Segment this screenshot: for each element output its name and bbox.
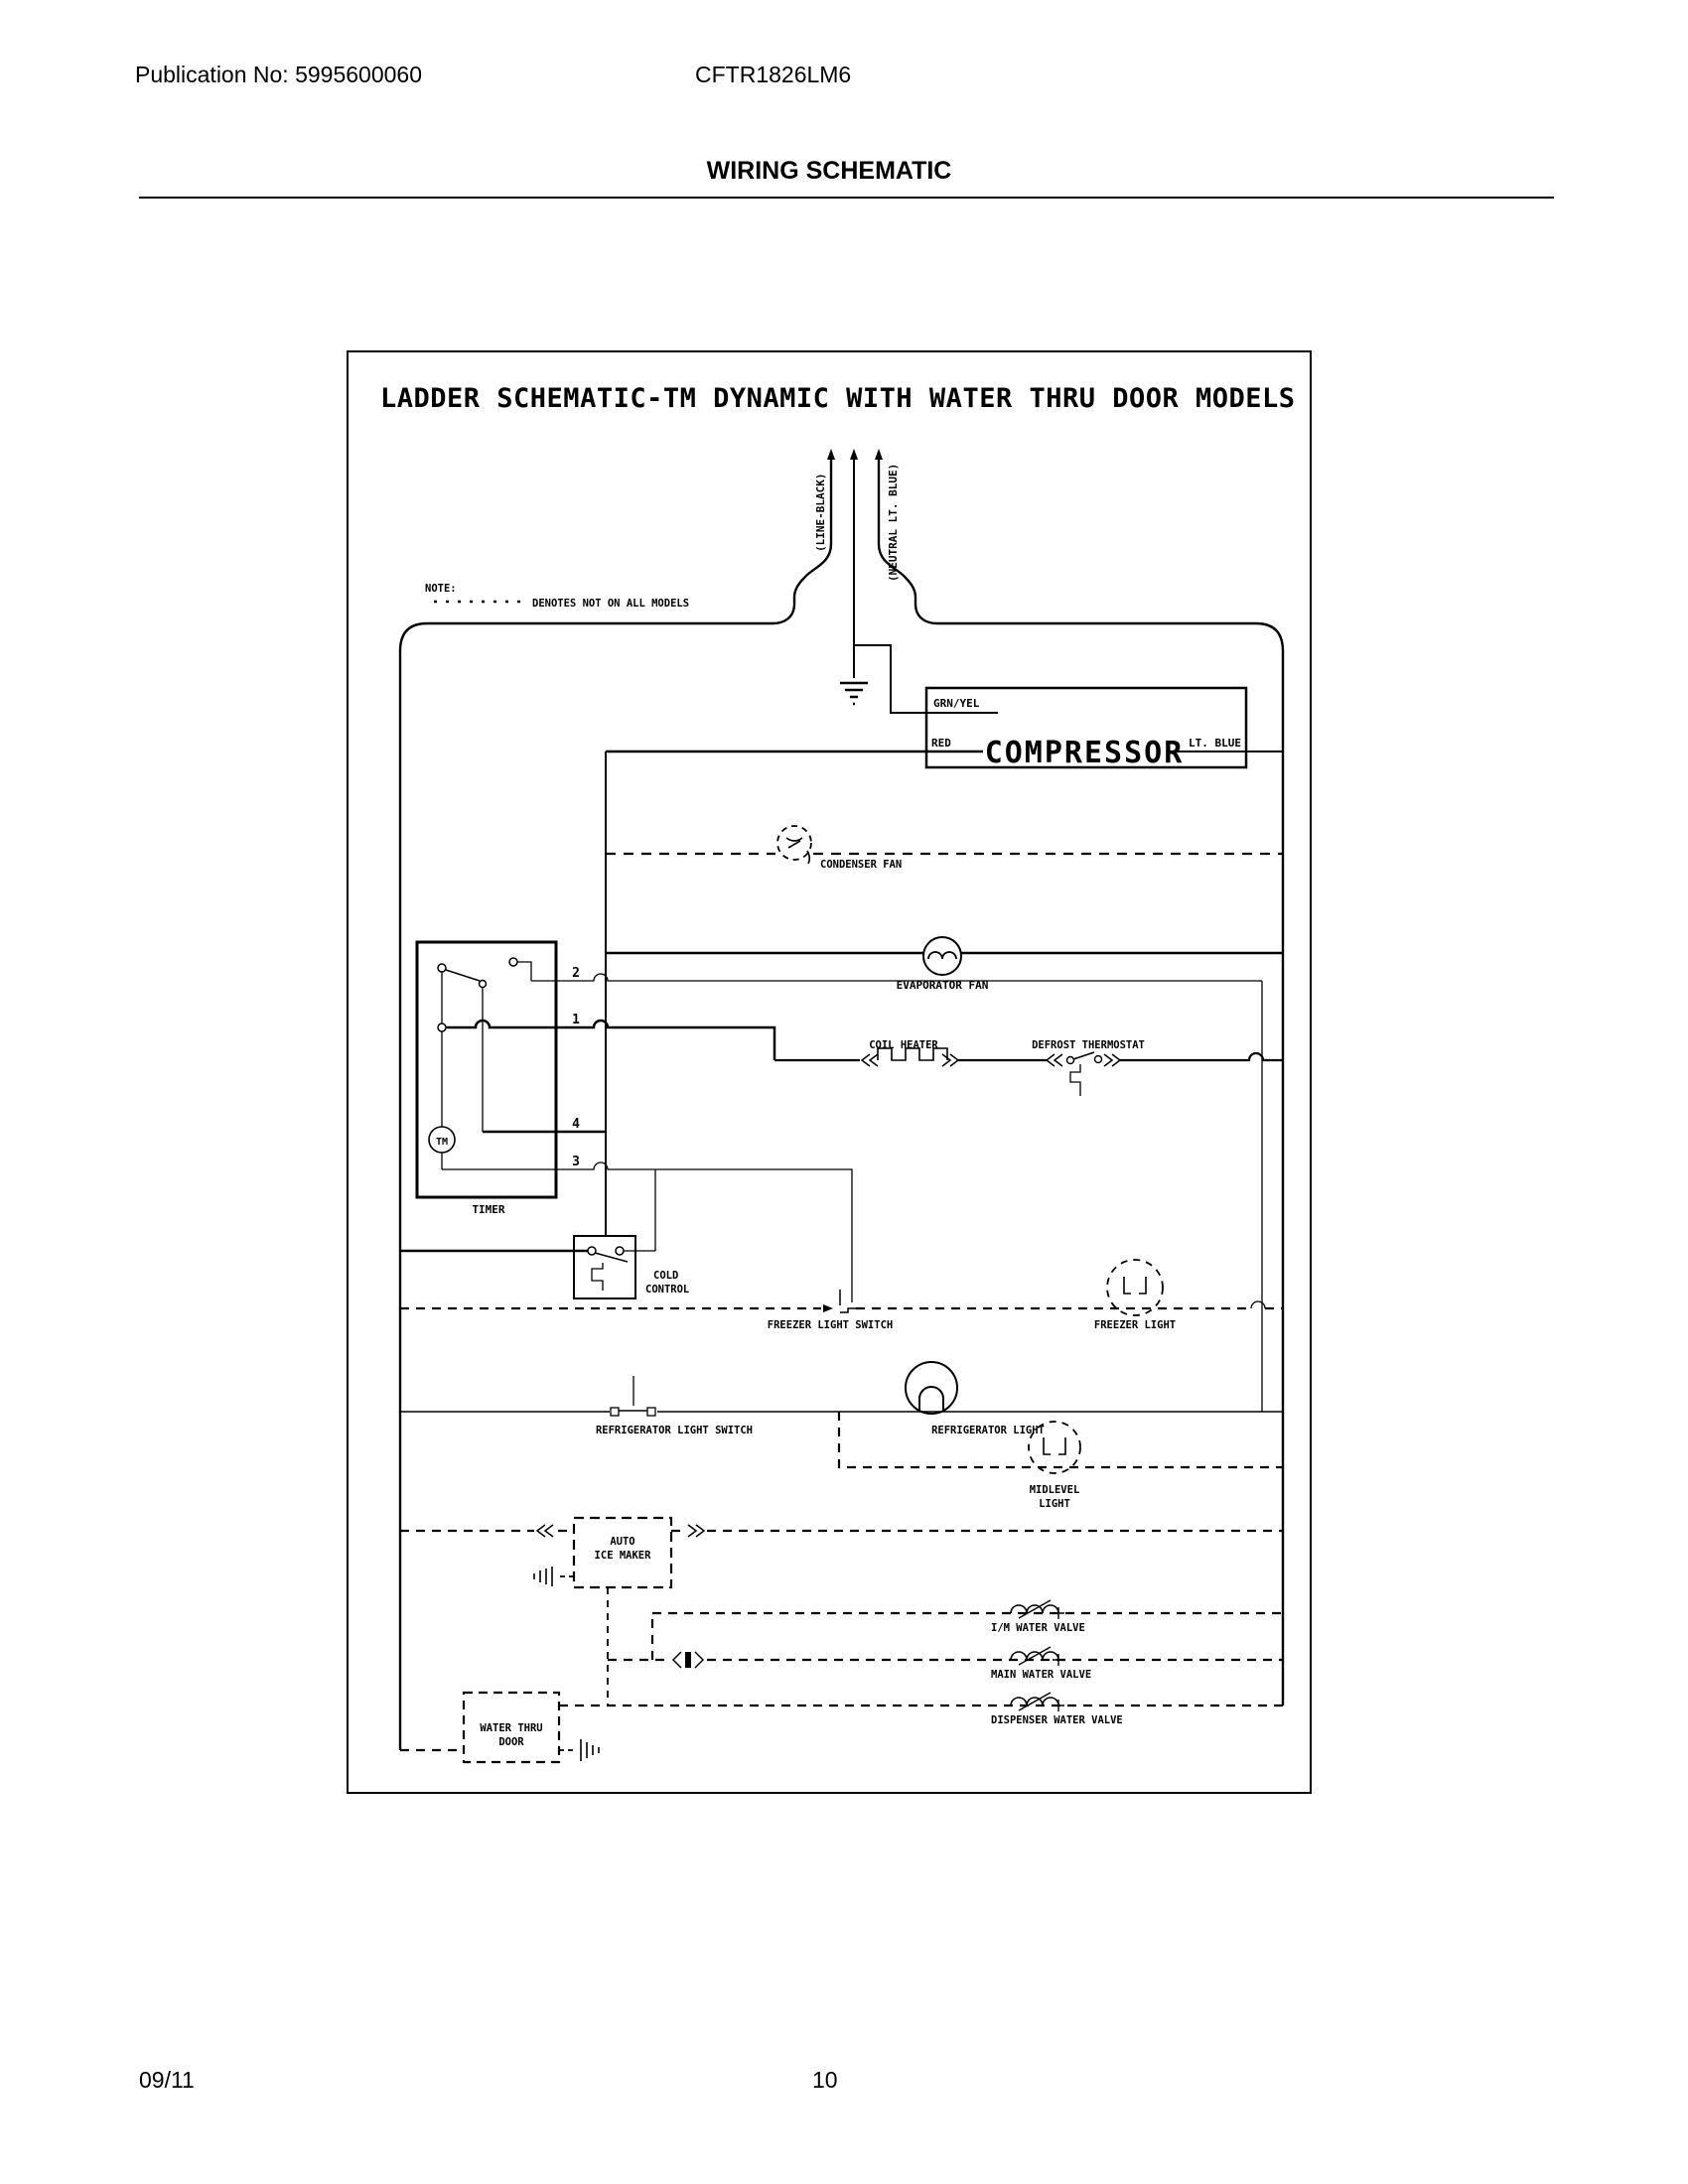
model-number: CFTR1826LM6 <box>695 62 852 87</box>
neutral-label: (NEUTRAL LT. BLUE) <box>887 463 900 582</box>
publication-number: Publication No: 5995600060 <box>135 62 423 87</box>
ice-maker-connector-icon <box>537 1525 553 1537</box>
ice-maker-label-1: AUTO <box>610 1536 635 1548</box>
refrigerator-light-label: REFRIGERATOR LIGHT <box>931 1425 1045 1436</box>
ice-maker-ground-icon <box>534 1567 552 1586</box>
timer-contact <box>509 958 517 966</box>
timer-switch-arm <box>446 970 480 981</box>
diagram-frame <box>348 351 1311 1793</box>
timer-contact <box>438 1024 446 1031</box>
condenser-fan-label: CONDENSER FAN <box>820 859 903 871</box>
ground-symbol-icon <box>840 683 868 704</box>
grn-yel-label: GRN/YEL <box>933 697 980 710</box>
defrost-contact <box>1095 1056 1102 1063</box>
im-water-valve-wire <box>652 1613 1283 1660</box>
main-water-valve-label: MAIN WATER VALVE <box>991 1669 1092 1681</box>
timer-internal-wires <box>442 972 483 1132</box>
defrost-thermostat-label: DEFROST THERMOSTAT <box>1032 1039 1145 1051</box>
ice-maker-label-2: ICE MAKER <box>594 1550 651 1562</box>
page-title: WIRING SCHEMATIC <box>706 157 952 185</box>
note-text: DENOTES NOT ON ALL MODELS <box>532 598 690 610</box>
cold-control-label-1: COLD <box>653 1270 679 1282</box>
ice-maker-connector-icon <box>688 1525 704 1537</box>
freezer-light-circuit <box>400 1260 1283 1331</box>
freezer-light-lamp-glyph <box>1124 1277 1146 1294</box>
midlevel-light-label-2: LIGHT <box>1039 1498 1070 1510</box>
terminal-3-wire <box>442 1153 852 1302</box>
timer-terminal-4: 4 <box>572 1117 580 1132</box>
note-legend <box>425 583 689 610</box>
timer <box>417 942 1262 1412</box>
note-label: NOTE: <box>425 583 457 595</box>
water-valves <box>559 1600 1283 1726</box>
timer-terminal-3: 3 <box>572 1155 580 1169</box>
terminal-2-wire <box>517 962 1262 981</box>
midlevel-light-label-1: MIDLEVEL <box>1029 1484 1080 1496</box>
freezer-light-lamp-icon <box>1107 1260 1163 1315</box>
refrigerator-light-circuit <box>400 1362 1283 1436</box>
midlevel-light-circuit <box>839 1412 1283 1510</box>
refrigerator-light-switch-label: REFRIGERATOR LIGHT SWITCH <box>595 1425 754 1436</box>
coil-heater-label: COIL HEATER <box>869 1039 938 1051</box>
diagram-title: LADDER SCHEMATIC-TM DYNAMIC WITH WATER THRU DOOR MODELS <box>380 383 1296 414</box>
water-thru-door-ground-icon <box>581 1739 599 1761</box>
cold-control-contact <box>588 1247 596 1255</box>
defrost-thermostat-sensor-glyph <box>1070 1064 1080 1096</box>
water-thru-door-label-1: WATER THRU <box>480 1722 543 1734</box>
timer-terminal-1: 1 <box>572 1013 580 1027</box>
condenser-fan-motor-icon <box>777 826 811 860</box>
wiring-schematic-diagram <box>346 349 1313 1797</box>
ice-maker-circuit <box>400 1518 1283 1706</box>
cold-control-box <box>574 1236 635 1298</box>
timer-contact <box>438 964 446 972</box>
midlevel-light-lamp-glyph <box>1044 1437 1065 1454</box>
timer-label: TIMER <box>472 1203 505 1216</box>
neutral-wire-right-rail <box>879 457 1283 1706</box>
timer-motor-label: TM <box>435 1137 449 1148</box>
terminal-1-wire <box>446 1021 774 1060</box>
compressor-label: COMPRESSOR <box>984 736 1185 770</box>
cold-control-output-riser <box>624 1169 655 1251</box>
defrost-circuit <box>774 1039 1283 1096</box>
timer-terminal-2: 2 <box>572 966 580 981</box>
water-thru-door-circuit <box>400 1693 599 1762</box>
coil-heater-connector-icon <box>862 1054 878 1066</box>
title-divider <box>139 197 1554 199</box>
evaporator-fan <box>606 937 1283 992</box>
refrigerator-light-lamp-glyph <box>919 1387 943 1412</box>
freezer-switch-arrow-icon <box>823 1304 833 1312</box>
evaporator-fan-coil-glyph <box>928 952 956 959</box>
dispenser-valve-coil-icon <box>1011 1693 1064 1711</box>
cold-control-contact <box>616 1247 624 1255</box>
lt-blue-label: LT. BLUE <box>1189 737 1241 750</box>
refrigerator-switch-contact <box>611 1408 619 1416</box>
footer-date: 09/11 <box>139 2067 195 2093</box>
defrost-row-wire <box>774 1053 1283 1060</box>
defrost-contact <box>1067 1057 1074 1064</box>
defrost-connector-icon <box>1104 1054 1120 1066</box>
dispenser-water-valve-label: DISPENSER WATER VALVE <box>991 1714 1123 1726</box>
freezer-light-switch-label: FREEZER LIGHT SWITCH <box>767 1319 894 1331</box>
freezer-light-label: FREEZER LIGHT <box>1093 1319 1177 1331</box>
compressor <box>606 645 1283 770</box>
freezer-light-switch-icon <box>840 1290 856 1312</box>
timer-contact <box>480 981 487 988</box>
im-water-valve-label: I/M WATER VALVE <box>991 1622 1085 1634</box>
cold-control <box>400 1169 689 1298</box>
red-label: RED <box>931 737 951 750</box>
defrost-connector-icon <box>1047 1054 1062 1066</box>
cold-control-sensor-glyph <box>592 1263 603 1291</box>
coil-heater-connector-icon <box>942 1054 958 1066</box>
valve-connector-pin <box>685 1652 691 1668</box>
main-valve-coil-icon <box>1011 1647 1064 1666</box>
footer-page-number: 10 <box>812 2067 838 2093</box>
wire-hop <box>1251 1301 1265 1308</box>
midlevel-light-wire <box>839 1412 1283 1467</box>
line-black-label: (LINE-BLACK) <box>814 473 827 552</box>
cold-control-label-2: CONTROL <box>645 1284 690 1296</box>
condenser-fan <box>606 826 1283 871</box>
power-entry <box>400 449 1283 1750</box>
water-thru-door-label-2: DOOR <box>498 1736 524 1748</box>
defrost-switch-arm <box>1073 1052 1094 1059</box>
evaporator-fan-label: EVAPORATOR FAN <box>896 979 989 992</box>
refrigerator-switch-contact <box>647 1408 655 1416</box>
im-valve-coil-icon <box>1011 1600 1064 1619</box>
